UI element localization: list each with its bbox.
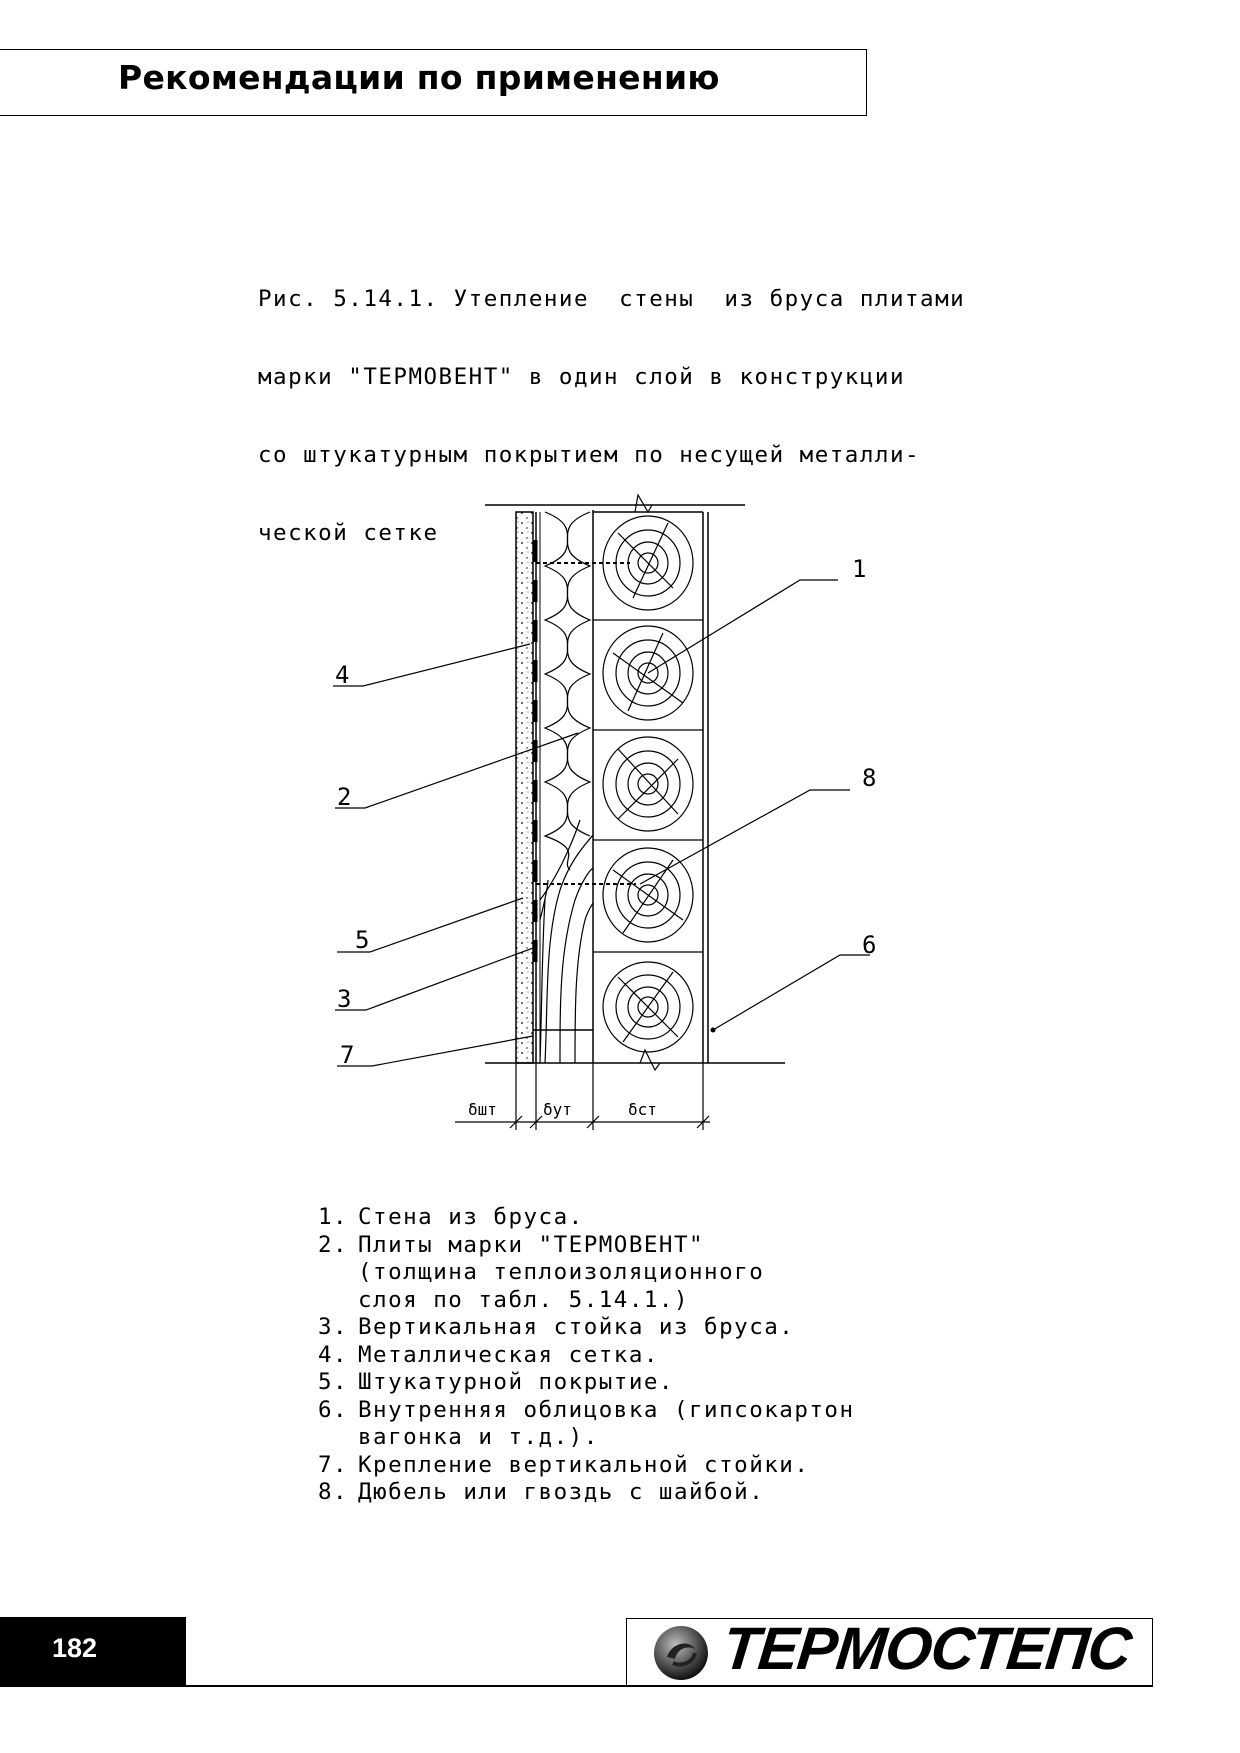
legend-text: вагонка и т.д.). xyxy=(358,1424,599,1450)
callout-2: 2 xyxy=(337,783,352,811)
vertical-stud xyxy=(540,820,593,1063)
legend-list xyxy=(318,1204,1018,1507)
brand-name: ТЕРМОСТЕПС xyxy=(719,1615,1135,1682)
legend-number: 3. xyxy=(318,1314,349,1340)
legend-text: (толщина теплоизоляционного xyxy=(358,1259,765,1285)
callout-7: 7 xyxy=(340,1041,355,1069)
legend-item xyxy=(318,1314,1018,1342)
caption-line: ческой сетке xyxy=(258,520,439,546)
insulation-pattern xyxy=(545,512,590,870)
legend-text: Стена из бруса. xyxy=(358,1204,584,1230)
legend-item xyxy=(318,1479,1018,1507)
legend-text: Металлическая сетка. xyxy=(358,1341,659,1368)
dimension-insulation: δут xyxy=(543,1100,572,1119)
legend-item xyxy=(318,1342,1018,1370)
legend-number: 6. xyxy=(318,1396,349,1423)
dimension-wall: δст xyxy=(628,1100,657,1119)
legend-number: 1. xyxy=(318,1204,349,1230)
dimension-line xyxy=(455,1063,710,1130)
legend-number: 5. xyxy=(318,1369,349,1395)
caption-line: Рис. 5.14.1. Утепление стены из бруса плитами xyxy=(258,286,966,312)
callout-leaders xyxy=(333,580,870,1066)
legend-number: 4. xyxy=(318,1341,349,1368)
legend-number: 8. xyxy=(318,1479,349,1505)
legend-text: Крепление вертикальной стойки. xyxy=(358,1451,810,1478)
plaster-layer xyxy=(516,512,533,1063)
legend-item xyxy=(318,1397,1018,1452)
legend-number: 7. xyxy=(318,1451,349,1478)
page-number: 182 xyxy=(52,1633,98,1663)
legend-item xyxy=(318,1232,1018,1315)
dimension-plaster: δшт xyxy=(468,1100,497,1119)
legend-text: Штукатурной покрытие. xyxy=(358,1369,674,1395)
brand-logo-icon xyxy=(651,1623,711,1683)
callout-5: 5 xyxy=(355,926,370,954)
legend-text: Плиты марки "ТЕРМОВЕНТ" xyxy=(358,1231,705,1258)
legend-text: Внутренняя облицовка (гипсокартон xyxy=(358,1396,855,1423)
callout-1: 1 xyxy=(852,555,867,583)
legend-item xyxy=(318,1452,1018,1480)
callout-8: 8 xyxy=(862,764,877,792)
legend-text: слоя по табл. 5.14.1.) xyxy=(358,1286,690,1313)
page-title: Рекомендации по применению xyxy=(118,58,720,97)
legend-item xyxy=(318,1204,1018,1232)
dowels xyxy=(536,563,636,884)
callout-3: 3 xyxy=(337,985,352,1013)
timber-logs xyxy=(603,516,693,1052)
legend-text: Дюбель или гвоздь с шайбой. xyxy=(358,1479,765,1505)
legend-item xyxy=(318,1369,1018,1397)
legend-number: 2. xyxy=(318,1231,349,1258)
legend-text: Вертикальная стойка из бруса. xyxy=(358,1314,795,1340)
caption-line: со штукатурным покрытием по несущей металли- xyxy=(258,442,921,468)
caption-line: марки "ТЕРМОВЕНТ" в один слой в конструкции xyxy=(258,364,905,390)
callout-6: 6 xyxy=(862,931,877,959)
callout-4: 4 xyxy=(335,661,350,689)
